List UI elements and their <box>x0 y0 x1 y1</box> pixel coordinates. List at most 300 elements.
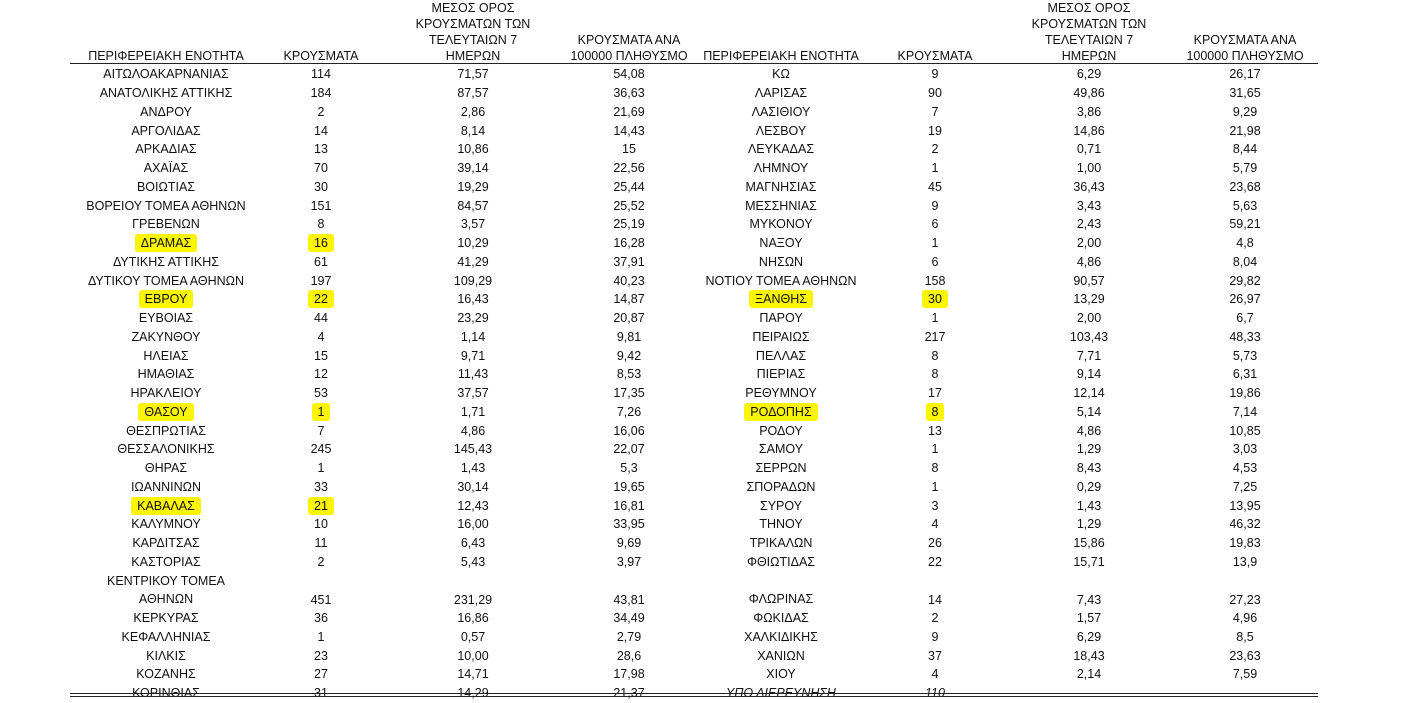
avg-7day-value-text: 4,86 <box>1076 254 1102 269</box>
per-100k-value <box>1174 665 1316 684</box>
avg-7day-value <box>1016 290 1162 309</box>
cases-value-text: 31 <box>314 686 328 701</box>
cases-value <box>880 346 990 365</box>
region-name <box>70 121 262 140</box>
cases-value <box>266 459 376 478</box>
per-100k-value <box>560 496 698 515</box>
per-100k-value-text: 59,21 <box>1229 217 1261 232</box>
per-100k-value-text: 37,91 <box>613 254 645 269</box>
per-100k-value <box>560 515 698 534</box>
cases-value <box>880 665 990 684</box>
table-row <box>70 609 698 628</box>
avg-7day-value-text: 90,57 <box>1073 273 1105 288</box>
per-100k-value-text: 46,32 <box>1229 517 1261 532</box>
region-name-line2: ΑΘΗΝΩΝ <box>138 592 194 607</box>
per-100k-value <box>1174 646 1316 665</box>
avg-7day-value-text: 0,71 <box>1076 142 1102 157</box>
cases-value-text: 8 <box>931 367 939 382</box>
cases-value-text: 21 <box>308 497 334 515</box>
avg-7day-value-text: 30,14 <box>457 479 489 494</box>
avg-7day-value-text: 231,29 <box>453 592 493 607</box>
per-100k-value <box>1174 478 1316 497</box>
cases-value <box>266 103 376 122</box>
avg-7day-value <box>1016 534 1162 553</box>
region-name-text: ΑΝΑΤΟΛΙΚΗΣ ΑΤΤΙΚΗΣ <box>99 86 233 101</box>
cases-value-text: 12 <box>314 367 328 382</box>
cases-value <box>880 609 990 628</box>
cases-value-text: 1 <box>312 403 331 421</box>
per-100k-value-text: 13,95 <box>1229 498 1261 513</box>
region-name-text: ΦΩΚΙΔΑΣ <box>753 611 809 626</box>
cases-value <box>880 84 990 103</box>
table-header <box>70 1 698 64</box>
region-name <box>70 103 262 122</box>
header-cases: ΚΡΟΥΣΜΑΤΑ <box>283 49 359 63</box>
table-row <box>70 440 698 459</box>
region-name-text: ΚΙΛΚΙΣ <box>146 648 186 663</box>
cases-value-text: 245 <box>310 442 332 457</box>
per-100k-value-text: 16,28 <box>613 236 645 251</box>
per-100k-value-text: 21,37 <box>613 686 645 701</box>
region-name <box>698 309 864 328</box>
region-name <box>70 496 262 515</box>
table-row <box>70 346 698 365</box>
avg-7day-value-text: 14,86 <box>1073 123 1105 138</box>
region-name-text: ΗΡΑΚΛΕΙΟΥ <box>130 386 202 401</box>
avg-7day-value-text: 1,29 <box>1076 442 1102 457</box>
region-name-text: ΝΟΤΙΟΥ ΤΟΜΕΑ ΑΘΗΝΩΝ <box>705 273 857 288</box>
per-100k-value-text: 7,14 <box>1232 404 1258 419</box>
region-name <box>70 328 262 347</box>
region-name <box>698 328 864 347</box>
avg-7day-value-text: 15,71 <box>1073 554 1105 569</box>
avg-7day-value-text: 19,29 <box>457 179 489 194</box>
per-100k-value <box>560 309 698 328</box>
region-name <box>70 628 262 647</box>
avg-7day-value <box>1016 365 1162 384</box>
cases-value-text: 8 <box>931 461 939 476</box>
per-100k-value-text: 7,26 <box>616 404 642 419</box>
per-100k-value-text: 26,17 <box>1229 67 1261 82</box>
per-100k-value-text: 8,53 <box>616 367 642 382</box>
cases-value-text: 7 <box>317 423 325 438</box>
region-name <box>70 253 262 272</box>
table-header <box>698 1 1318 64</box>
region-name <box>70 478 262 497</box>
region-name-text: ΠΕΙΡΑΙΩΣ <box>752 329 810 344</box>
cases-value <box>880 403 990 422</box>
cases-value-text: 33 <box>314 479 328 494</box>
per-100k-value <box>560 665 698 684</box>
region-name <box>698 609 864 628</box>
per-100k-value-text: 6,7 <box>1236 311 1254 326</box>
table-row <box>698 665 1318 684</box>
region-name-text: ΒΟΙΩΤΙΑΣ <box>136 179 196 194</box>
cases-value <box>880 515 990 534</box>
region-name <box>70 271 262 290</box>
region-name <box>70 178 262 197</box>
region-name-text: ΘΗΡΑΣ <box>144 461 188 476</box>
per-100k-value-text: 3,97 <box>616 554 642 569</box>
avg-7day-value-text: 6,43 <box>460 536 486 551</box>
avg-7day-value-text: 4,86 <box>1076 423 1102 438</box>
per-100k-value-text: 15 <box>622 142 636 157</box>
region-name-text: ΜΑΓΝΗΣΙΑΣ <box>745 179 817 194</box>
per-100k-value-text: 7,25 <box>1232 479 1258 494</box>
region-name-text: ΚΑΡΔΙΤΣΑΣ <box>132 536 200 551</box>
region-name-text: ΧΙΟΥ <box>766 667 796 682</box>
per-100k-value-text: 5,63 <box>1232 198 1258 213</box>
region-name <box>698 403 864 422</box>
cases-value-text: 1 <box>317 629 325 644</box>
region-name-text: ΦΛΩΡΙΝΑΣ <box>748 592 814 607</box>
table-row <box>698 178 1318 197</box>
cases-value <box>880 459 990 478</box>
per-100k-value-text: 9,42 <box>616 348 642 363</box>
avg-7day-value <box>400 515 546 534</box>
region-name-text: ΤΗΝΟΥ <box>759 517 803 532</box>
region-name-text: ΘΕΣΠΡΩΤΙΑΣ <box>126 423 206 438</box>
avg-7day-value <box>1016 440 1162 459</box>
region-name-text: ΚΩ <box>772 67 790 82</box>
avg-7day-value-text: 2,86 <box>460 104 486 119</box>
per-100k-value <box>560 421 698 440</box>
avg-7day-value-text: 2,00 <box>1076 311 1102 326</box>
per-100k-value-text: 19,83 <box>1229 536 1261 551</box>
cases-value <box>266 196 376 215</box>
per-100k-value <box>1174 328 1316 347</box>
cases-value-text: 9 <box>931 629 939 644</box>
per-100k-value <box>560 103 698 122</box>
avg-7day-value <box>400 609 546 628</box>
cases-value-text: 7 <box>931 104 939 119</box>
table-row <box>698 628 1318 647</box>
table-row <box>70 478 698 497</box>
per-100k-value-text: 9,29 <box>1232 104 1258 119</box>
avg-7day-value <box>1016 253 1162 272</box>
region-name <box>70 403 262 422</box>
region-name-text: ΚΕΝΤΡΙΚΟΥ ΤΟΜΕΑ <box>107 573 225 588</box>
avg-7day-value <box>400 253 546 272</box>
per-100k-value-text: 6,31 <box>1232 367 1258 382</box>
avg-7day-value <box>1016 646 1162 665</box>
per-100k-value-text: 25,44 <box>613 179 645 194</box>
per-100k-value <box>560 609 698 628</box>
avg-7day-value <box>400 234 546 253</box>
region-name <box>70 515 262 534</box>
per-100k-value-text: 17,98 <box>613 667 645 682</box>
table-row <box>698 459 1318 478</box>
per-100k-value-text: 8,44 <box>1232 142 1258 157</box>
avg-7day-value <box>400 403 546 422</box>
cases-value-text: 36 <box>314 611 328 626</box>
avg-7day-value-text: 4,86 <box>460 423 486 438</box>
cases-value-text: 14 <box>928 592 942 607</box>
cases-value <box>266 609 376 628</box>
avg-7day-value-text: 8,43 <box>1076 461 1102 476</box>
table-row <box>698 309 1318 328</box>
region-name-text: ΤΡΙΚΑΛΩΝ <box>749 536 813 551</box>
cases-value-text: 15 <box>314 348 328 363</box>
cases-value-text: 37 <box>928 648 942 663</box>
avg-7day-value <box>1016 65 1162 84</box>
header-cases: ΚΡΟΥΣΜΑΤΑ <box>897 49 973 63</box>
per-100k-value-text: 48,33 <box>1229 329 1261 344</box>
per-100k-value <box>560 534 698 553</box>
cases-value-text: 53 <box>314 386 328 401</box>
region-name-text: ΕΒΡΟΥ <box>139 290 194 308</box>
region-name <box>698 215 864 234</box>
region-name <box>698 459 864 478</box>
cases-value <box>880 553 990 572</box>
per-100k-value-text: 4,53 <box>1232 461 1258 476</box>
per-100k-value-text: 14,43 <box>613 123 645 138</box>
region-name <box>698 496 864 515</box>
per-100k-value-text: 33,95 <box>613 517 645 532</box>
avg-7day-value <box>400 346 546 365</box>
per-100k-value <box>560 215 698 234</box>
avg-7day-value-text: 0,57 <box>460 629 486 644</box>
cases-value <box>880 103 990 122</box>
avg-7day-value <box>400 496 546 515</box>
cases-value-text: 9 <box>931 67 939 82</box>
region-name-text: ΝΑΞΟΥ <box>759 236 803 251</box>
region-name <box>70 365 262 384</box>
cases-value-text: 451 <box>310 592 332 607</box>
table-row <box>698 403 1318 422</box>
avg-7day-value <box>400 103 546 122</box>
cases-value <box>266 384 376 403</box>
per-100k-value-text: 16,81 <box>613 498 645 513</box>
table-row <box>698 159 1318 178</box>
avg-7day-value <box>1016 515 1162 534</box>
region-name-text: ΚΑΣΤΟΡΙΑΣ <box>131 554 201 569</box>
avg-7day-value-text: 84,57 <box>457 198 489 213</box>
region-name-text: ΡΟΔΟΥ <box>759 423 803 438</box>
table-row <box>698 553 1318 572</box>
avg-7day-value <box>1016 140 1162 159</box>
table-row <box>698 496 1318 515</box>
avg-7day-value <box>400 290 546 309</box>
avg-7day-value-text: 12,43 <box>457 498 489 513</box>
avg-7day-value <box>400 159 546 178</box>
per-100k-value <box>560 121 698 140</box>
table-row <box>698 140 1318 159</box>
table-row <box>698 646 1318 665</box>
per-100k-value-text: 3,03 <box>1232 442 1258 457</box>
avg-7day-value <box>400 478 546 497</box>
avg-7day-value <box>400 309 546 328</box>
avg-7day-value <box>400 140 546 159</box>
per-100k-value <box>560 65 698 84</box>
per-100k-value <box>560 178 698 197</box>
per-100k-value <box>1174 178 1316 197</box>
region-name-text: ΚΕΦΑΛΛΗΝΙΑΣ <box>121 629 211 644</box>
region-name <box>70 215 262 234</box>
avg-7day-value-text: 87,57 <box>457 86 489 101</box>
per-100k-value-text: 23,68 <box>1229 179 1261 194</box>
cases-value-text: 2 <box>317 104 325 119</box>
region-name-text: ΣΠΟΡΑΔΩΝ <box>746 479 816 494</box>
per-100k-value <box>1174 553 1316 572</box>
per-100k-value <box>1174 440 1316 459</box>
avg-7day-value-text: 3,57 <box>460 217 486 232</box>
avg-7day-value <box>1016 271 1162 290</box>
cases-value <box>880 196 990 215</box>
avg-7day-value <box>400 271 546 290</box>
avg-7day-value <box>1016 403 1162 422</box>
cases-value-text: 217 <box>924 329 946 344</box>
cases-value <box>266 159 376 178</box>
region-name-text: ΡΕΘΥΜΝΟΥ <box>745 386 817 401</box>
avg-7day-value <box>1016 496 1162 515</box>
region-name-text: ΕΥΒΟΙΑΣ <box>138 311 194 326</box>
region-name <box>70 571 262 609</box>
per-100k-value-text: 43,81 <box>613 592 645 607</box>
cases-value <box>880 253 990 272</box>
table-row <box>698 421 1318 440</box>
cases-value-text: 44 <box>314 311 328 326</box>
header-per100k: ΚΡΟΥΣΜΑΤΑ ΑΝΑ 100000 ΠΛΗΘΥΣΜΟ <box>1186 33 1304 63</box>
table-row <box>698 65 1318 84</box>
per-100k-value <box>1174 628 1316 647</box>
region-name <box>698 384 864 403</box>
region-name-text: ΑΝΔΡΟΥ <box>140 104 192 119</box>
region-name-text: ΛΗΜΝΟΥ <box>753 161 809 176</box>
table-row <box>698 234 1318 253</box>
table-row <box>70 534 698 553</box>
per-100k-value-text: 25,19 <box>613 217 645 232</box>
region-name-text: ΜΥΚΟΝΟΥ <box>749 217 813 232</box>
avg-7day-value-text: 13,29 <box>1073 292 1105 307</box>
table-row <box>70 271 698 290</box>
avg-7day-value <box>400 121 546 140</box>
cases-value <box>266 496 376 515</box>
per-100k-value <box>560 140 698 159</box>
table-row <box>698 440 1318 459</box>
header-avg: ΜΕΣΟΣ ΟΡΟΣ ΚΡΟΥΣΜΑΤΩΝ ΤΩΝ ΤΕΛΕΥΤΑΙΩΝ 7 ΗΜΕΡΩΝ <box>1031 1 1147 63</box>
cases-value-text: 2 <box>931 611 939 626</box>
avg-7day-value-text: 14,71 <box>457 667 489 682</box>
avg-7day-value-text: 1,00 <box>1076 161 1102 176</box>
cases-value-text: 30 <box>922 290 948 308</box>
per-100k-value-text: 25,52 <box>613 198 645 213</box>
avg-7day-value <box>1016 234 1162 253</box>
table-row <box>698 365 1318 384</box>
cases-value <box>880 496 990 515</box>
avg-7day-value-text: 6,29 <box>1076 67 1102 82</box>
cases-value <box>880 365 990 384</box>
per-100k-value <box>1174 309 1316 328</box>
cases-value-text: 2 <box>931 142 939 157</box>
avg-7day-value <box>1016 478 1162 497</box>
per-100k-value-text: 7,59 <box>1232 667 1258 682</box>
table-row <box>70 665 698 684</box>
region-name <box>70 309 262 328</box>
avg-7day-value <box>1016 84 1162 103</box>
region-name <box>698 421 864 440</box>
region-name-text: ΛΑΡΙΣΑΣ <box>754 86 808 101</box>
region-name <box>70 646 262 665</box>
table-row <box>698 121 1318 140</box>
cases-value-text: 1 <box>931 161 939 176</box>
cases-value-text: 6 <box>931 217 939 232</box>
cases-value-text: 9 <box>931 198 939 213</box>
cases-value-text: 110 <box>925 686 945 701</box>
cases-value <box>880 215 990 234</box>
avg-7day-value-text: 2,00 <box>1076 236 1102 251</box>
per-100k-value <box>1174 571 1316 609</box>
per-100k-value-text: 5,73 <box>1232 348 1258 363</box>
per-100k-value <box>1174 103 1316 122</box>
per-100k-value <box>1174 515 1316 534</box>
avg-7day-value-text: 12,14 <box>1073 386 1105 401</box>
avg-7day-value <box>400 553 546 572</box>
avg-7day-value-text: 103,43 <box>1069 329 1109 344</box>
per-100k-value-text: 9,69 <box>616 536 642 551</box>
cases-value-text: 30 <box>314 179 328 194</box>
cases-value-text: 2 <box>317 554 325 569</box>
cases-value-text: 27 <box>314 667 328 682</box>
cases-value <box>266 553 376 572</box>
region-name-text: ΔΡΑΜΑΣ <box>135 234 198 252</box>
cases-value-text: 114 <box>311 67 331 82</box>
table-row <box>70 309 698 328</box>
per-100k-value-text: 8,04 <box>1232 254 1258 269</box>
avg-7day-value-text: 1,14 <box>460 329 486 344</box>
avg-7day-value-text: 5,43 <box>460 554 486 569</box>
table-row <box>70 421 698 440</box>
per-100k-value-text: 40,23 <box>613 273 645 288</box>
avg-7day-value-text: 71,57 <box>457 67 489 82</box>
table-row <box>698 328 1318 347</box>
cases-value <box>880 159 990 178</box>
avg-7day-value-text: 10,86 <box>457 142 489 157</box>
cases-value <box>880 140 990 159</box>
cases-value-text: 4 <box>931 517 939 532</box>
cases-value <box>266 478 376 497</box>
per-100k-value <box>560 196 698 215</box>
region-name <box>698 478 864 497</box>
avg-7day-value-text: 41,29 <box>457 254 489 269</box>
cases-value <box>880 121 990 140</box>
per-100k-value-text: 21,69 <box>613 104 645 119</box>
table-row <box>70 121 698 140</box>
table-row <box>698 253 1318 272</box>
cases-value-text: 4 <box>317 329 325 344</box>
cases-value <box>266 253 376 272</box>
avg-7day-value-text: 9,71 <box>460 348 486 363</box>
region-name <box>698 159 864 178</box>
bottom-rule <box>70 693 1318 694</box>
region-name <box>698 121 864 140</box>
table-row <box>698 84 1318 103</box>
table-row <box>70 628 698 647</box>
table-row <box>70 178 698 197</box>
per-100k-value <box>1174 121 1316 140</box>
avg-7day-value-text: 145,43 <box>453 442 493 457</box>
avg-7day-value <box>400 384 546 403</box>
cases-value-text: 197 <box>310 273 332 288</box>
avg-7day-value <box>400 440 546 459</box>
cases-value <box>266 215 376 234</box>
cases-value <box>266 346 376 365</box>
left-rows <box>70 65 698 703</box>
region-name-text: ΞΑΝΘΗΣ <box>749 290 813 308</box>
region-name <box>70 534 262 553</box>
cases-value-text: 3 <box>931 498 939 513</box>
table-row <box>70 571 698 609</box>
